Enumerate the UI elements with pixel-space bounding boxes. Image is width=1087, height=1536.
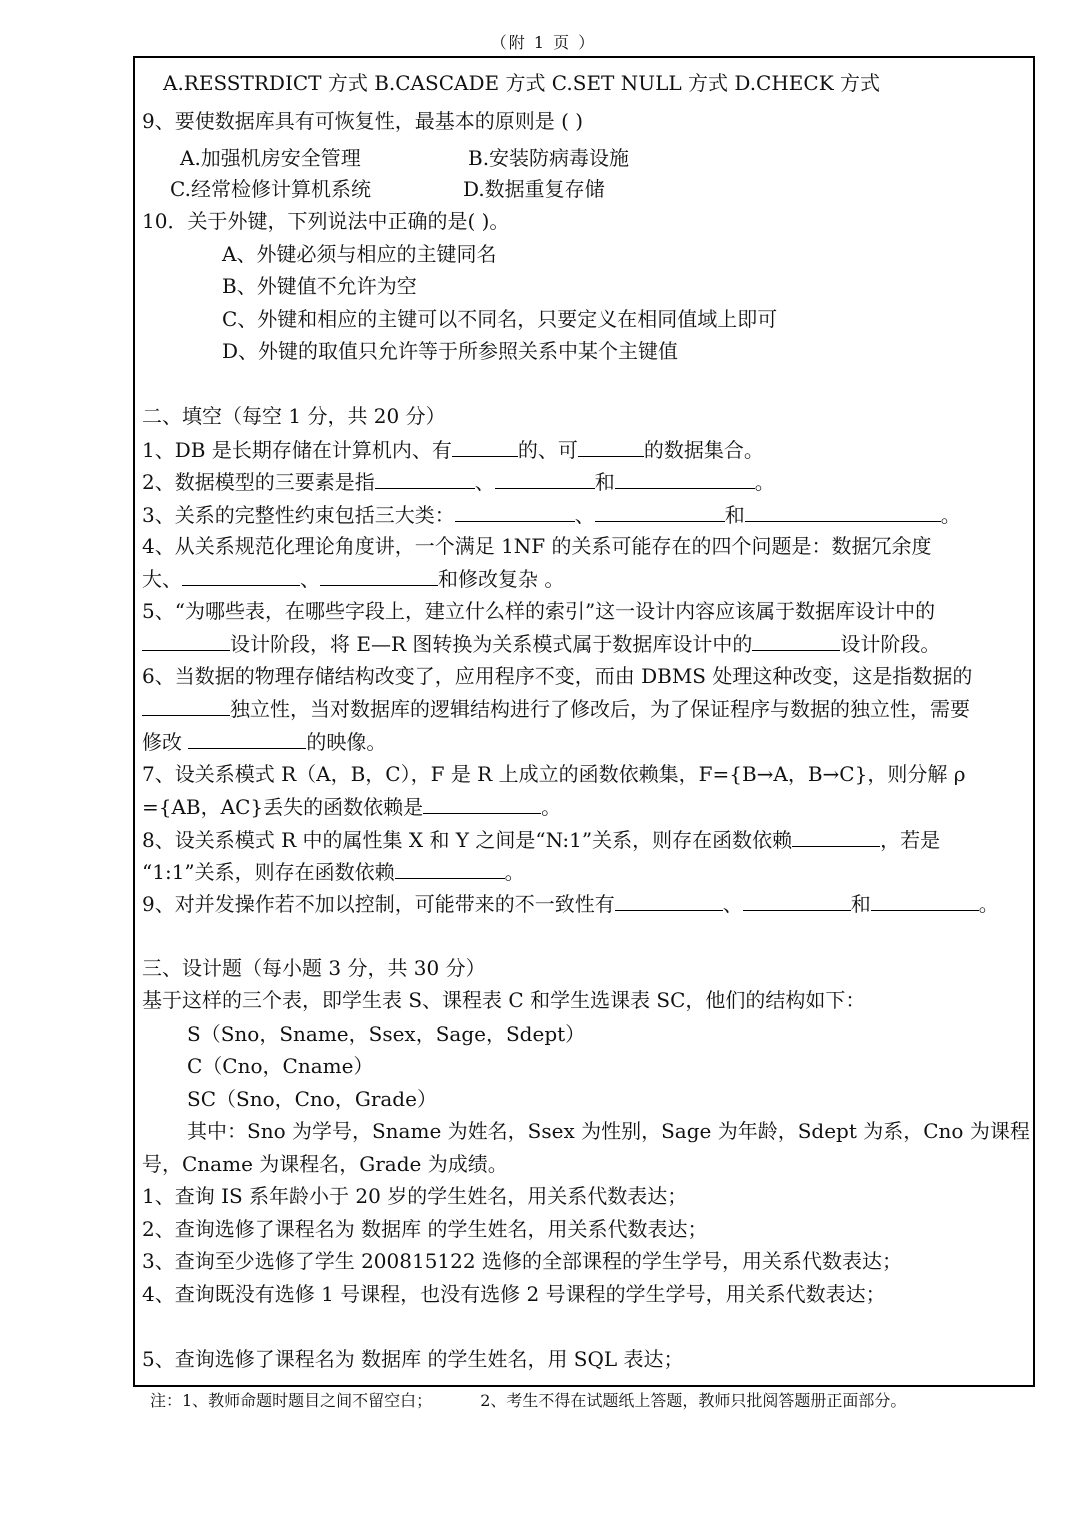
answer-blank	[615, 890, 723, 911]
fill-q6-text-b: 修改	[142, 730, 182, 754]
fill-q7-line1: 7、设关系模式 R（A，B，C），F 是 R 上成立的函数依赖集，F={B→A，B→C}，则分解 ρ	[142, 762, 966, 786]
fill-q3-text-c: 和	[724, 503, 745, 527]
answer-blank	[455, 501, 575, 522]
design-intro: 基于这样的三个表，即学生表 S、课程表 C 和学生选课表 SC，他们的结构如下：	[142, 988, 866, 1012]
q10-option-d: D、外键的取值只允许等于所参照关系中某个主键值	[222, 339, 679, 363]
design-q5: 5、查询选修了课程名为 数据库 的学生姓名，用 SQL 表达；	[142, 1347, 684, 1371]
fill-q2-text-b: 、	[474, 470, 495, 494]
answer-blank	[142, 630, 230, 651]
page-number-label: （附 1 页 ）	[490, 33, 597, 52]
fill-q6-line1: 6、当数据的物理存储结构改变了，应用程序不变，而由 DBMS 处理这种改变，这是指数据的	[142, 664, 973, 688]
answer-blank	[320, 565, 438, 586]
q9-option-d: D.数据重复存储	[463, 177, 605, 201]
fill-q4-text-c: 和修改复杂 。	[438, 567, 565, 591]
fill-q6-text-a: 独立性，当对数据库的逻辑结构进行了修改后，为了保证程序与数据的独立性，需要	[230, 697, 970, 721]
q9-stem: 9、要使数据库具有可恢复性，最基本的原则是 ( )	[142, 109, 584, 133]
fill-q8-text-c: “1:1”关系，则存在函数依赖	[142, 860, 395, 884]
fill-q5-text-b: 设计阶段。	[840, 632, 941, 656]
q10-option-b: B、外键值不允许为空	[222, 274, 417, 298]
answer-blank	[871, 890, 979, 911]
footer-note-2: 2、考生不得在试题纸上答题，教师只批阅答题册正面部分。	[480, 1391, 907, 1410]
fill-q1-text-b: 的、可	[517, 438, 578, 462]
answer-blank	[452, 436, 518, 457]
schema-c: C（Cno，Cname）	[187, 1054, 374, 1078]
fill-q4-line1: 4、从关系规范化理论角度讲，一个满足 1NF 的关系可能存在的四个问题是：数据冗余度	[142, 534, 932, 558]
fill-q2-text-a: 2、数据模型的三要素是指	[142, 470, 375, 494]
design-q1: 1、查询 IS 系年龄小于 20 岁的学生姓名，用关系代数表达；	[142, 1184, 688, 1208]
fill-q2-text-c: 和	[594, 470, 615, 494]
fill-q9-text-c: 和	[850, 892, 871, 916]
footer-note	[150, 1388, 906, 1411]
fill-q5-line2	[142, 630, 940, 657]
fill-q9	[142, 890, 999, 917]
fill-q5-line1: 5、“为哪些表，在哪些字段上，建立什么样的索引”这一设计内容应该属于数据库设计中的	[142, 599, 936, 623]
answer-blank	[375, 468, 475, 489]
fill-q1-text-c: 的数据集合。	[643, 438, 764, 462]
design-q3: 3、查询至少选修了学生 200815122 选修的全部课程的学生学号，用关系代数表达；	[142, 1249, 902, 1273]
fill-q6-line3	[142, 728, 386, 755]
q10-stem: 10．关于外键，下列说法中正确的是( )。	[142, 209, 510, 233]
fill-q1-text-a: 1、DB 是长期存储在计算机内、有	[142, 438, 452, 462]
schema-sc: SC（Sno，Cno，Grade）	[187, 1087, 437, 1111]
answer-blank	[615, 468, 755, 489]
answer-blank	[743, 890, 851, 911]
answer-blank	[745, 501, 941, 522]
fill-q3-text-b: 、	[574, 503, 595, 527]
fill-q8-text-d: 。	[504, 860, 525, 884]
footer-note-1: 注：1、教师命题时题目之间不留空白；	[150, 1391, 433, 1410]
fill-heading: 二、填空（每空 1 分，共 20 分）	[142, 404, 446, 428]
fill-q3-text-a: 3、关系的完整性约束包括三大类：	[142, 503, 455, 527]
schema-s: S（Sno，Sname，Ssex，Sage，Sdept）	[187, 1022, 586, 1046]
fill-q6-text-c: 的映像。	[306, 730, 387, 754]
fill-q6-line2	[142, 695, 970, 722]
design-heading: 三、设计题（每小题 3 分，共 30 分）	[142, 956, 486, 980]
answer-blank	[395, 858, 505, 879]
design-q4: 4、查询既没有选修 1 号课程，也没有选修 2 号课程的学生学号，用关系代数表达；	[142, 1282, 886, 1306]
fill-q1	[142, 436, 764, 463]
schema-note-line2: 号，Cname 为课程名，Grade 为成绩。	[142, 1152, 508, 1176]
fill-q3-text-d: 。	[940, 503, 961, 527]
fill-q8-line1	[142, 826, 940, 853]
fill-q9-text-d: 。	[978, 892, 999, 916]
fill-q7-text-a: ={AB，AC}丢失的函数依赖是	[142, 795, 424, 819]
answer-blank	[595, 501, 725, 522]
fill-q7-text-b: 。	[541, 795, 562, 819]
answer-blank	[142, 695, 230, 716]
answer-blank	[182, 565, 300, 586]
fill-q2-text-d: 。	[754, 470, 775, 494]
answer-blank	[495, 468, 595, 489]
design-q2: 2、查询选修了课程名为 数据库 的学生姓名，用关系代数表达；	[142, 1217, 708, 1241]
answer-blank	[752, 630, 840, 651]
fill-q2	[142, 468, 775, 495]
fill-q4-text-a: 大、	[142, 567, 182, 591]
fill-q5-text-a: 设计阶段，将 E—R 图转换为关系模式属于数据库设计中的	[230, 632, 753, 656]
q9-option-b: B.安装防病毒设施	[468, 146, 630, 170]
answer-blank	[188, 728, 306, 749]
q9-option-a: A.加强机房安全管理	[180, 146, 361, 170]
answer-blank	[578, 436, 644, 457]
fill-q9-text-a: 9、对并发操作若不加以控制，可能带来的不一致性有	[142, 892, 615, 916]
schema-note-line1: 其中：Sno 为学号，Sname 为姓名，Ssex 为性别，Sage 为年龄，Sdept 为系，Cno 为课程	[187, 1119, 1030, 1143]
answer-blank	[792, 826, 880, 847]
q10-option-c: C、外键和相应的主键可以不同名，只要定义在相同值域上即可	[222, 307, 778, 331]
fill-q4-line2	[142, 565, 564, 592]
fill-q4-text-b: 、	[300, 567, 320, 591]
fill-q8-text-b: ，若是	[880, 828, 941, 852]
q8-options: A.RESSTRDICT 方式 B.CASCADE 方式 C.SET NULL 方式 D.CHECK 方式	[163, 71, 881, 95]
fill-q8-text-a: 8、设关系模式 R 中的属性集 X 和 Y 之间是“N:1”关系，则存在函数依赖	[142, 828, 793, 852]
fill-q3	[142, 501, 961, 528]
answer-blank	[423, 793, 541, 814]
fill-q9-text-b: 、	[722, 892, 743, 916]
q9-option-c: C.经常检修计算机系统	[170, 177, 371, 201]
q10-option-a: A、外键必须与相应的主键同名	[222, 242, 497, 266]
fill-q7-line2	[142, 793, 561, 820]
fill-q8-line2	[142, 858, 525, 885]
